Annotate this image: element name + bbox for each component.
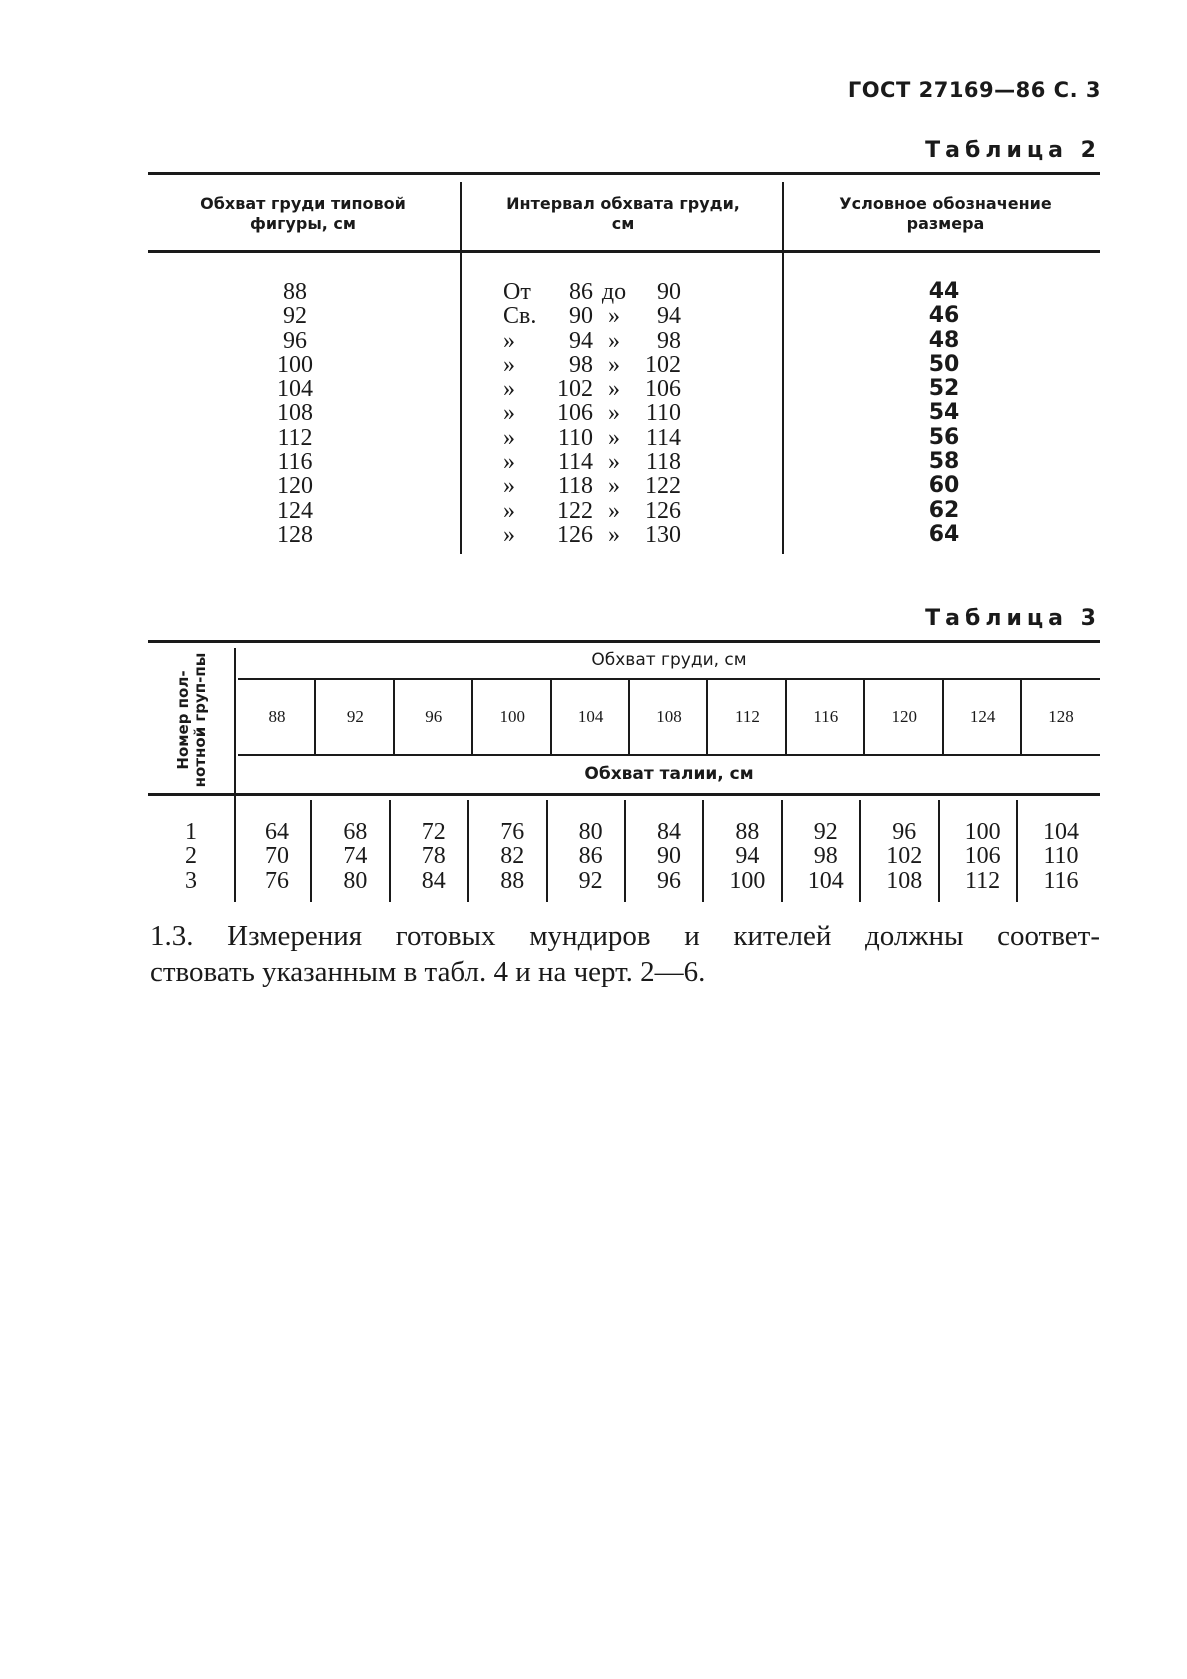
paragraph-line-2: ствовать указанным в табл. 4 и на черт. 2—6. [150,956,706,988]
table-3-header-divider [706,680,708,754]
table-3-header-divider [393,680,395,754]
table-2-interval-pre: От [503,279,531,305]
table-3-body-divider [938,800,940,902]
table-3-waist-cell: 78 [421,843,446,870]
table-2-chest-column [148,280,442,547]
table-2-header-rule [148,250,1100,253]
table-2-interval-mid: » [608,351,620,378]
table-3-waist-cell: 80 [343,867,368,894]
table-3-waist-cell: 68 [343,819,368,845]
table-2-header-interval: Интервал обхвата груди, см [506,194,740,233]
table-2-chest-cell: 128 [277,521,313,548]
table-2-interval-to: 94 [657,303,681,330]
table-2-interval-pre: » [503,376,515,403]
table-2-interval-from: 98 [569,351,593,378]
table-2-interval-cell [503,450,733,474]
table-3-waist-cell: 80 [578,819,603,845]
table-2-interval-cell [503,474,733,498]
table-2-caption: Таблица 2 [925,138,1101,163]
table-3-chest-values-rule [238,754,1100,756]
page-header: ГОСТ 27169—86 С. 3 [847,78,1101,102]
table-2-interval-from: 122 [557,497,593,524]
table-3-body-divider [859,800,861,902]
table-3-caption: Таблица 3 [925,606,1101,631]
table-3-waist-cell: 90 [657,843,681,870]
table-3-body-divider [389,800,391,902]
table-2-chest-cell: 116 [277,449,313,476]
table-3-header-divider [863,680,865,754]
table-3-group-number: 2 [185,843,197,870]
table-3-chest-value: 124 [969,707,996,726]
table-3-row-header [152,652,232,787]
table-3-body-divider [546,800,548,902]
table-2-size-cell: 54 [928,400,960,426]
table-3-waist-cell: 98 [813,843,838,870]
table-2-interval-pre: » [503,424,515,451]
table-2-interval-mid: » [608,327,620,354]
table-2-interval-to: 130 [645,521,681,548]
table-3-waist-cell: 100 [729,867,766,894]
table-2-interval-mid: » [608,400,620,427]
table-3-waist-cell: 70 [265,843,289,870]
table-2-interval-mid: до [601,279,627,305]
table-3-header-divider [471,680,473,754]
table-2-interval-from: 94 [569,327,593,354]
table-2-interval-mid: » [608,521,620,548]
table-3-top-rule [148,640,1100,643]
table-2-interval-pre: » [503,351,515,378]
table-3-waist-cell: 88 [500,867,525,894]
table-3-waist-cell: 108 [886,867,923,894]
table-3-waist-cell: 92 [578,867,603,894]
paragraph-1-3 [150,918,1100,990]
table-2-interval-to: 98 [657,327,681,354]
table-3-waist-cell: 86 [578,843,603,870]
table-2-interval-mid: » [608,497,620,524]
table-2-interval-to: 118 [645,449,681,476]
table-3-group-number: 3 [185,867,197,894]
table-3-body-divider [781,800,783,902]
table-2-divider-2 [782,182,784,554]
table-3-chest-value: 128 [1048,707,1074,726]
table-3-chest-value: 100 [499,707,525,726]
table-3-body-divider [467,800,469,902]
table-3-waist-cell: 100 [964,819,1001,845]
table-2-interval-cell [503,353,733,377]
table-2-header-chest: Обхват груди типовой фигуры, см [200,194,406,233]
table-2-size-cell: 48 [928,327,960,353]
table-3-header-divider [628,680,630,754]
table-2-interval-to: 122 [645,473,681,500]
table-3-header-divider [1020,680,1022,754]
table-3-chest-value: 92 [346,707,364,726]
table-3-waist-cell: 82 [500,843,525,870]
table-2-chest-cell: 124 [277,497,313,524]
table-2-chest-cell: 88 [283,279,307,305]
table-2-interval-cell [503,426,733,450]
table-2-interval-to: 106 [645,376,681,403]
table-3-chest-value: 120 [891,707,917,726]
table-3-waist-cell: 74 [343,843,368,870]
table-3-waist-cell: 102 [886,843,923,870]
table-3-row-header-text: Номер пол-нотной груп-пы [174,652,209,787]
table-2-chest-cell: 108 [277,400,313,427]
table-3-waist-cell: 76 [265,867,289,894]
table-2-interval-mid: » [608,303,620,330]
table-3-chest-title-rule [238,678,1100,680]
table-2-interval-to: 126 [645,497,681,524]
table-2-interval-from: 86 [569,279,593,305]
table-3-chest-value: 116 [813,707,839,726]
table-3-chest-value: 108 [656,707,682,726]
table-2-chest-cell: 100 [277,351,313,378]
paragraph-line-1: 1.3. Измерения готовых мундиров и кителей должны соответ- [150,920,1100,952]
table-2-size-cell: 64 [928,521,960,547]
table-2-interval-from: 106 [557,400,593,427]
table-2-size-cell: 50 [928,351,960,377]
table-2-interval-pre: Св. [503,303,537,330]
table-2-size-cell: 60 [928,473,960,499]
table-2-interval-from: 110 [557,424,593,451]
table-2-interval-pre: » [503,497,515,524]
table-3-group-number: 1 [185,819,197,845]
table-3-waist-title: Обхват талии, см [584,764,754,784]
table-3-waist-cell: 84 [421,867,446,894]
table-2-interval-to: 114 [645,424,681,451]
table-3-waist-cell: 88 [735,819,760,845]
table-2-interval-pre: » [503,449,515,476]
table-3-body-divider [310,800,312,902]
table-3-header-rule [148,793,1100,796]
table-3-header-divider [785,680,787,754]
table-2-interval-mid: » [608,424,620,451]
table-3-waist-cell: 84 [657,819,681,845]
table-2-interval-pre: » [503,473,515,500]
table-2-chest-cell: 120 [277,473,313,500]
table-2-interval-cell [503,499,733,523]
table-2-size-cell: 58 [928,449,960,475]
table-3-waist-cell: 104 [1043,819,1079,845]
table-2-interval-cell [503,377,733,401]
table-2-interval-mid: » [608,376,620,403]
table-2-chest-cell: 92 [283,303,307,330]
table-3-waist-cell: 72 [421,819,446,845]
table-2-interval-cell [503,401,733,425]
table-3-waist-cell: 106 [964,843,1001,870]
table-2-interval-cell [503,280,733,304]
table-3-waist-cell: 76 [500,819,525,845]
table-2-interval-cell [503,523,733,547]
table-2-interval-mid: » [608,473,620,500]
table-2-chest-cell: 104 [277,376,313,403]
table-2-size-cell: 46 [928,303,960,329]
table-3-body-divider [624,800,626,902]
table-3-waist-cell: 92 [813,819,838,845]
table-2-interval-column [503,280,733,547]
table-2-interval-pre: » [503,521,515,548]
table-2 [148,172,1100,554]
table-3-waist-cell: 116 [1043,867,1079,894]
table-2-interval-mid: » [608,449,620,476]
table-2-size-cell: 62 [928,497,960,523]
table-3 [148,640,1100,902]
table-3-header-divider [942,680,944,754]
table-2-interval-from: 126 [557,521,593,548]
table-2-interval-to: 90 [657,279,681,305]
table-2-interval-from: 102 [557,376,593,403]
table-3-header-divider [314,680,316,754]
table-2-interval-from: 90 [569,303,593,330]
table-2-interval-from: 118 [557,473,593,500]
table-2-interval-cell [503,329,733,353]
table-3-chest-value: 104 [577,707,604,726]
table-3-waist-cell: 112 [965,867,1001,894]
table-2-interval-pre: » [503,327,515,354]
table-3-header-divider [550,680,552,754]
table-2-size-column [788,280,1100,547]
table-3-body-divider [702,800,704,902]
table-3-waist-cell: 104 [807,867,844,894]
table-3-waist-cell: 96 [657,867,681,894]
table-2-interval-to: 110 [645,400,681,427]
table-3-chest-value: 112 [734,707,760,726]
table-2-size-cell: 56 [928,424,960,450]
table-2-interval-cell [503,304,733,328]
table-3-waist-cell: 110 [1043,843,1079,870]
table-3-waist-cell: 94 [735,843,760,870]
table-2-header-size: Условное обозначение размера [839,194,1052,233]
table-3-chest-value: 96 [425,707,443,726]
table-3-waist-cell: 96 [892,819,917,845]
table-2-size-cell: 52 [928,376,960,402]
table-2-interval-to: 102 [645,351,681,378]
table-2-top-rule [148,172,1100,175]
table-3-waist-cell: 64 [265,819,289,845]
table-2-interval-from: 114 [557,449,593,476]
table-2-chest-cell: 96 [283,327,307,354]
table-2-divider-1 [460,182,462,554]
table-2-interval-pre: » [503,400,515,427]
table-2-chest-cell: 112 [277,424,313,451]
table-3-chest-title: Обхват груди, см [591,650,747,670]
table-3-chest-value: 88 [268,707,286,726]
table-2-size-cell: 44 [928,279,960,304]
table-3-body-divider [1016,800,1018,902]
